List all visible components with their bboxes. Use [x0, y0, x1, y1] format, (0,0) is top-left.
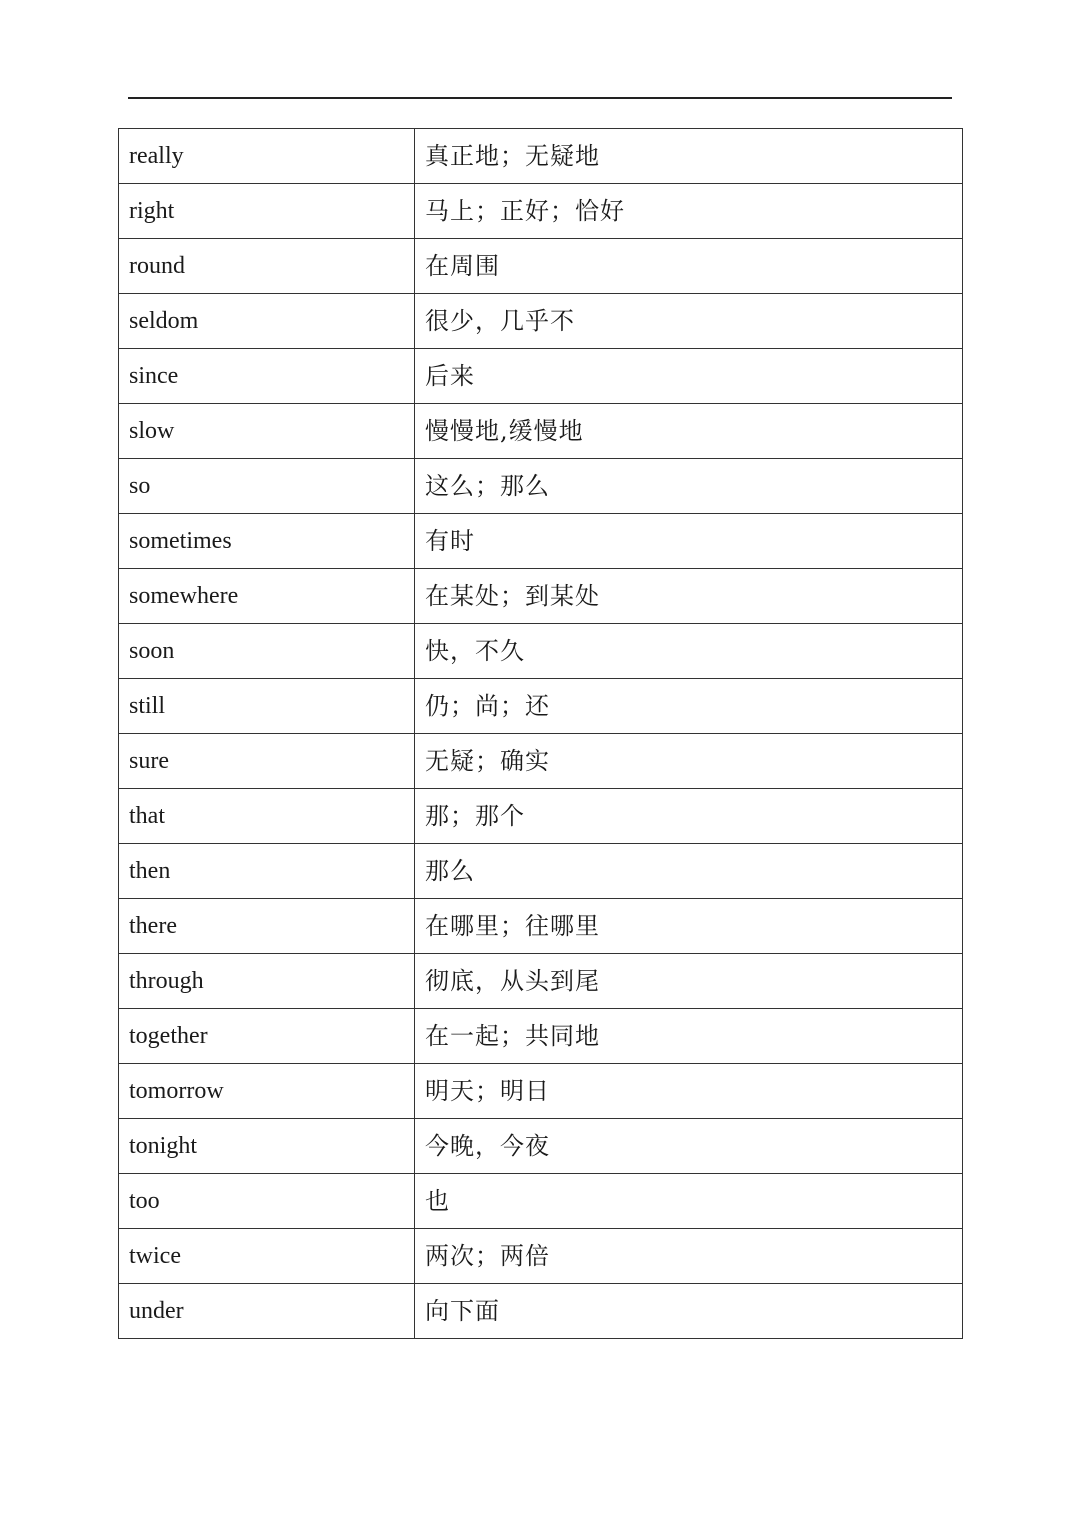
meaning-cell: 在某处；到某处	[415, 569, 963, 624]
table-row	[119, 349, 963, 404]
table-row	[119, 1174, 963, 1229]
word-cell: right	[119, 184, 415, 239]
meaning-cell: 向下面	[415, 1284, 963, 1339]
meaning-cell: 真正地；无疑地	[415, 129, 963, 184]
table-row	[119, 129, 963, 184]
word-cell: tonight	[119, 1119, 415, 1174]
meaning-cell: 很少，几乎不	[415, 294, 963, 349]
table-row	[119, 844, 963, 899]
meaning-cell: 两次；两倍	[415, 1229, 963, 1284]
table-row	[119, 1064, 963, 1119]
meaning-cell: 这么；那么	[415, 459, 963, 514]
table-row	[119, 514, 963, 569]
table-row	[119, 1009, 963, 1064]
table-row	[119, 624, 963, 679]
meaning-cell: 快，不久	[415, 624, 963, 679]
meaning-cell: 后来	[415, 349, 963, 404]
word-cell: sure	[119, 734, 415, 789]
word-cell: really	[119, 129, 415, 184]
table-row	[119, 734, 963, 789]
meaning-cell: 仍；尚；还	[415, 679, 963, 734]
meaning-cell: 在周围	[415, 239, 963, 294]
word-cell: twice	[119, 1229, 415, 1284]
word-cell: that	[119, 789, 415, 844]
table-row	[119, 569, 963, 624]
header-rule	[128, 97, 952, 99]
word-cell: through	[119, 954, 415, 1009]
meaning-cell: 今晚，今夜	[415, 1119, 963, 1174]
word-cell: soon	[119, 624, 415, 679]
table-row	[119, 789, 963, 844]
table-row	[119, 184, 963, 239]
word-cell: slow	[119, 404, 415, 459]
table-row	[119, 1284, 963, 1339]
word-cell: too	[119, 1174, 415, 1229]
table-row	[119, 1229, 963, 1284]
table-row	[119, 459, 963, 514]
table-row	[119, 404, 963, 459]
word-cell: together	[119, 1009, 415, 1064]
table-row	[119, 899, 963, 954]
meaning-cell: 也	[415, 1174, 963, 1229]
word-cell: round	[119, 239, 415, 294]
table-row	[119, 679, 963, 734]
table-row	[119, 954, 963, 1009]
meaning-cell: 明天；明日	[415, 1064, 963, 1119]
meaning-cell: 慢慢地,缓慢地	[415, 404, 963, 459]
word-cell: since	[119, 349, 415, 404]
meaning-cell: 彻底，从头到尾	[415, 954, 963, 1009]
word-cell: still	[119, 679, 415, 734]
table-row	[119, 1119, 963, 1174]
word-cell: sometimes	[119, 514, 415, 569]
word-cell: somewhere	[119, 569, 415, 624]
meaning-cell: 那么	[415, 844, 963, 899]
word-cell: under	[119, 1284, 415, 1339]
meaning-cell: 无疑；确实	[415, 734, 963, 789]
word-cell: so	[119, 459, 415, 514]
word-cell: tomorrow	[119, 1064, 415, 1119]
table-row	[119, 294, 963, 349]
meaning-cell: 在哪里；往哪里	[415, 899, 963, 954]
vocabulary-table	[118, 128, 963, 1339]
meaning-cell: 有时	[415, 514, 963, 569]
word-cell: then	[119, 844, 415, 899]
word-cell: seldom	[119, 294, 415, 349]
meaning-cell: 在一起；共同地	[415, 1009, 963, 1064]
meaning-cell: 那；那个	[415, 789, 963, 844]
word-cell: there	[119, 899, 415, 954]
table-row	[119, 239, 963, 294]
meaning-cell: 马上；正好；恰好	[415, 184, 963, 239]
